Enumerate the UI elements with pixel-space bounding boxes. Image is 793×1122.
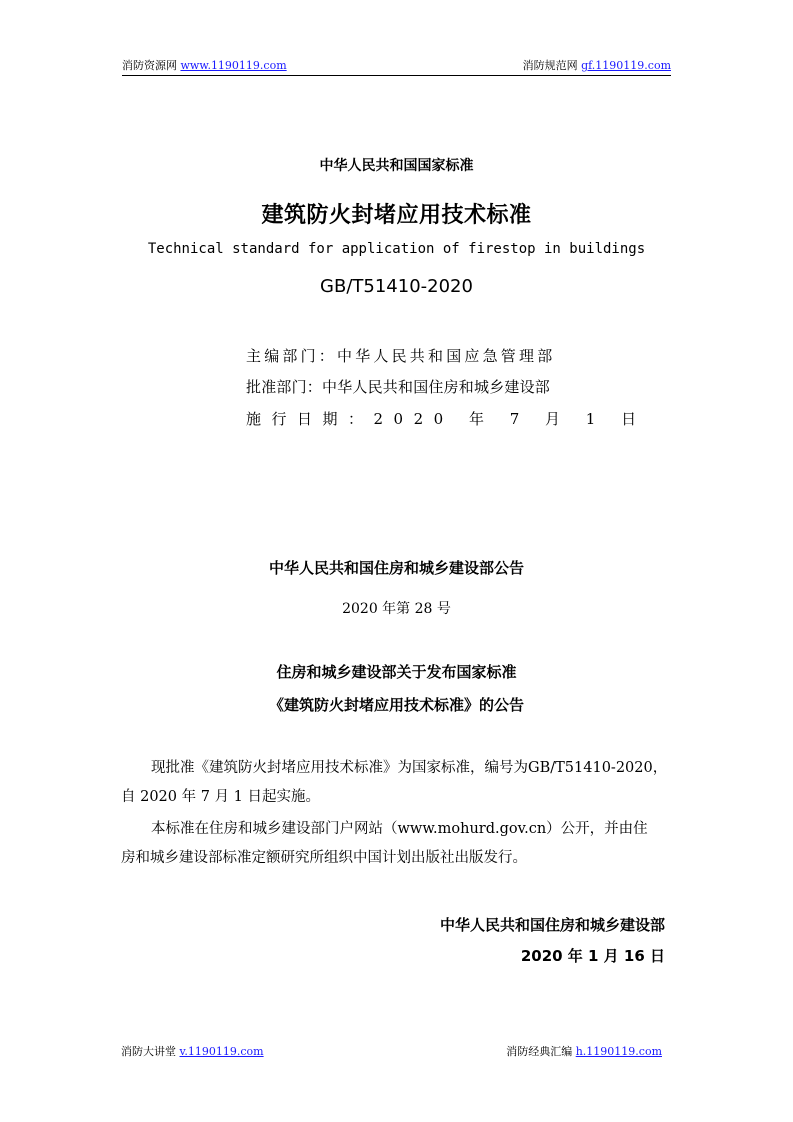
editor-department: 主编部门：中华人民共和国应急管理部: [246, 347, 556, 365]
signature-issuer: 中华人民共和国住房和城乡建设部: [439, 916, 665, 934]
standard-title-en: Technical standard for application of firestop in buildings: [147, 241, 646, 257]
standard-code: GB/T51410-2020: [320, 276, 473, 297]
announcement-number: 2020 年第 28 号: [342, 601, 451, 617]
announcement-paragraph-2: [121, 815, 667, 873]
paragraph-1-line-1: 现批准《建筑防火封堵应用技术标准》为国家标准，编号为GB/T51410-2020，: [151, 760, 668, 776]
paragraph-2-line-2: 房和城乡建设部标准定额研究所组织中国计划出版社出版发行。: [121, 850, 527, 866]
header-right-site: 消防规范网: [522, 59, 578, 72]
header-right-link[interactable]: gf.1190119.com: [581, 59, 671, 72]
paragraph-1-line-2: 自 2020 年 7 月 1 日起实施。: [121, 789, 321, 805]
footer-right-link[interactable]: h.1190119.com: [575, 1045, 662, 1058]
header-left-link[interactable]: www.1190119.com: [180, 59, 287, 72]
announcement-issuer: 中华人民共和国住房和城乡建设部公告: [268, 559, 524, 577]
announcement-paragraph-1: [121, 754, 667, 812]
effective-date: 施行日期：2020 年 7 月 1 日: [246, 410, 647, 428]
standard-title-cn: 建筑防火封堵应用技术标准: [261, 203, 532, 228]
standard-category: 中华人民共和国国家标准: [319, 158, 474, 174]
header-left: [122, 59, 287, 73]
header-right: [523, 59, 671, 73]
footer-right: [506, 1043, 662, 1059]
header-left-site: 消防资源网: [122, 59, 177, 72]
paragraph-2-line-1: 本标准在住房和城乡建设部门户网站（www.mohurd.gov.cn）公开，并由住: [151, 821, 648, 837]
announcement-heading-line1: 住房和城乡建设部关于发布国家标准: [276, 663, 517, 681]
approval-department: 批准部门：中华人民共和国住房和城乡建设部: [246, 378, 551, 396]
footer-left-link[interactable]: v.1190119.com: [179, 1045, 264, 1058]
page-header: [122, 58, 671, 76]
footer-right-site: 消防经典汇编: [506, 1045, 573, 1058]
footer-left: [121, 1043, 264, 1059]
announcement-heading-line2: 《建筑防火封堵应用技术标准》的公告: [268, 696, 524, 714]
footer-left-site: 消防大讲堂: [121, 1045, 176, 1058]
signature-date: 2020 年 1 月 16 日: [520, 947, 665, 965]
